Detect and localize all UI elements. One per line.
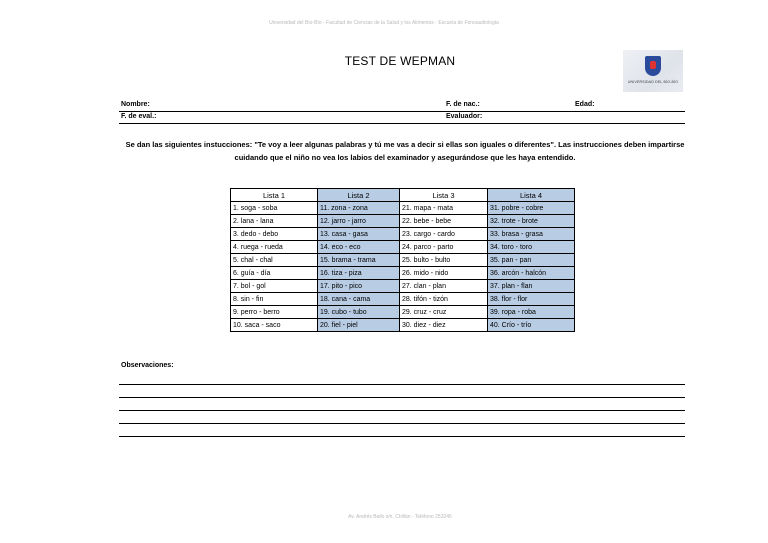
- table-row: [231, 293, 575, 306]
- fecha-evaluacion-label: F. de eval.:: [121, 113, 157, 120]
- table-cell: 6. guía - día: [231, 267, 318, 280]
- table-cell: 22. bebe - bebe: [400, 215, 488, 228]
- table-row: [231, 280, 575, 293]
- university-logo: [623, 50, 683, 92]
- header-lista-1: Lista 1: [231, 189, 318, 202]
- table-cell: 35. pan - pan: [488, 254, 575, 267]
- table-cell: 27. clan - plan: [400, 280, 488, 293]
- table-cell: 26. mido - nido: [400, 267, 488, 280]
- form-line-1: [119, 111, 685, 112]
- table-cell: 24. parco - parto: [400, 241, 488, 254]
- table-cell: 20. fiel - piel: [318, 319, 400, 332]
- table-cell: 2. lana - lana: [231, 215, 318, 228]
- table-cell: 4. ruega - rueda: [231, 241, 318, 254]
- table-cell: 28. tifón - tizón: [400, 293, 488, 306]
- table-cell: 8. sin - fin: [231, 293, 318, 306]
- table-cell: 32. trote - brote: [488, 215, 575, 228]
- table-cell: 9. perro - berro: [231, 306, 318, 319]
- table-cell: 10. saca - saco: [231, 319, 318, 332]
- table-cell: 36. arcón - halcón: [488, 267, 575, 280]
- table-cell: 39. ropa - roba: [488, 306, 575, 319]
- table-cell: 11. zona - zona: [318, 202, 400, 215]
- observaciones-label: Observaciones:: [121, 362, 174, 369]
- table-cell: 31. pobre - cobre: [488, 202, 575, 215]
- table-cell: 19. cubo - tubo: [318, 306, 400, 319]
- table-row: [231, 215, 575, 228]
- table-cell: 38. flor - flor: [488, 293, 575, 306]
- footer-address: Av. Andrés Bello s/n, Chillán - Teléfono 253245: [348, 514, 452, 520]
- evaluador-label: Evaluador:: [446, 113, 483, 120]
- table-cell: 25. bulto - bulto: [400, 254, 488, 267]
- table-cell: 5. chal - chal: [231, 254, 318, 267]
- table-row: [231, 267, 575, 280]
- observaciones-line: [119, 436, 685, 437]
- table-cell: 34. toro - toro: [488, 241, 575, 254]
- table-cell: 18. cana - cama: [318, 293, 400, 306]
- table-cell: 21. mapa - mata: [400, 202, 488, 215]
- table-cell: 23. cargo - cardo: [400, 228, 488, 241]
- table-row: [231, 202, 575, 215]
- header-lista-2: Lista 2: [318, 189, 400, 202]
- table-cell: 16. tiza - piza: [318, 267, 400, 280]
- table-row: [231, 306, 575, 319]
- table-cell: 3. dedo - debo: [231, 228, 318, 241]
- header-lista-3: Lista 3: [400, 189, 488, 202]
- table-cell: 14. eco - eco: [318, 241, 400, 254]
- table-row: [231, 254, 575, 267]
- page-title: TEST DE WEPMAN: [344, 54, 456, 68]
- word-pairs-table: [230, 188, 575, 332]
- table-cell: 29. cruz - cruz: [400, 306, 488, 319]
- logo-text: UNIVERSIDAD DEL BÍO-BÍO: [627, 80, 679, 84]
- table-cell: 17. pito - pico: [318, 280, 400, 293]
- edad-label: Edad:: [575, 101, 595, 108]
- header-lista-4: Lista 4: [488, 189, 575, 202]
- table-header-row: [231, 189, 575, 202]
- table-cell: 13. casa - gasa: [318, 228, 400, 241]
- table-row: [231, 319, 575, 332]
- fecha-nacimiento-label: F. de nac.:: [446, 101, 480, 108]
- observaciones-line: [119, 423, 685, 424]
- nombre-label: Nombre:: [121, 101, 150, 108]
- form-line-2: [119, 123, 685, 124]
- table-cell: 30. diez - diez: [400, 319, 488, 332]
- table-cell: 15. brama - trama: [318, 254, 400, 267]
- table-cell: 40. Crío - trío: [488, 319, 575, 332]
- table-cell: 12. jarro - jarro: [318, 215, 400, 228]
- observaciones-line: [119, 397, 685, 398]
- table-cell: 7. bol - gol: [231, 280, 318, 293]
- table-cell: 1. soga - soba: [231, 202, 318, 215]
- observaciones-line: [119, 384, 685, 385]
- table-cell: 33. brasa - grasa: [488, 228, 575, 241]
- observaciones-line: [119, 410, 685, 411]
- shield-icon: [645, 56, 661, 76]
- table-row: [231, 241, 575, 254]
- university-header: Universidad del Bío-Bío - Facultad de Ciencias de la Salud y los Alimentos - Escuela de Fonoaudiología: [269, 20, 499, 26]
- instructions-text: Se dan las siguientes instucciones: "Te voy a leer algunas palabras y tú me vas a decir si ellas son iguales o diferentes". Las instrucciones deben impartirse cuidando que el niño no vea los labios del examinador y asegurándose que les haya entendido.: [125, 140, 685, 162]
- table-cell: 37. plan - flan: [488, 280, 575, 293]
- table-row: [231, 228, 575, 241]
